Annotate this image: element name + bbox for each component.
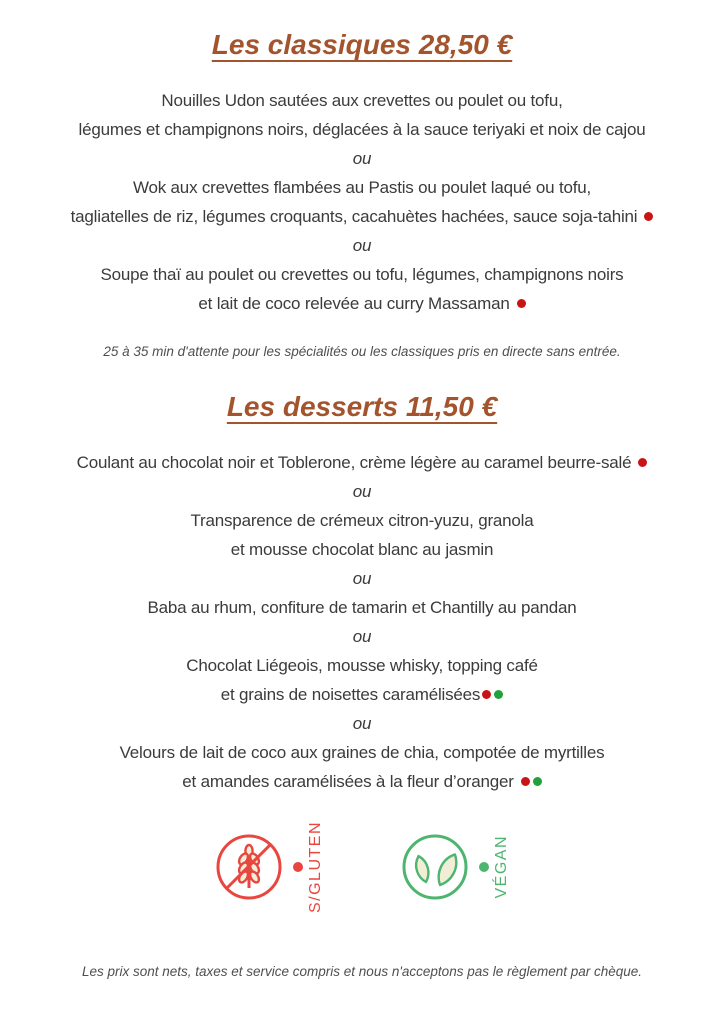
menu-line-text: Coulant au chocolat noir et Toblerone, crème légère au caramel beurre-salé	[76, 453, 632, 472]
menu-separator-text: ou	[352, 149, 372, 168]
menu-line	[0, 86, 724, 115]
vegan-dot-icon	[494, 690, 503, 699]
legend	[0, 821, 724, 914]
menu-line	[0, 651, 724, 680]
section-title-classiques	[0, 26, 724, 64]
gluten-free-dot-icon	[638, 458, 647, 467]
vegan-label: VÉGAN	[493, 835, 510, 899]
menu-line	[0, 448, 724, 477]
menu-separator	[0, 477, 724, 506]
menu-line-text: légumes et champignons noirs, déglacées à la sauce teriyaki et noix de cajou	[78, 120, 646, 139]
footer-note: Les prix sont nets, taxes et service compris et nous n'acceptons pas le règlement par chèque.	[81, 964, 643, 979]
menu-line-text: Velours de lait de coco aux graines de chia, compotée de myrtilles	[119, 743, 605, 762]
menu-line	[0, 202, 724, 231]
menu-separator	[0, 564, 724, 593]
vegan-leaves-icon	[400, 832, 470, 902]
menu-line-text: et mousse chocolat blanc au jasmin	[230, 540, 494, 559]
vegan-dot-icon	[479, 862, 489, 872]
menu-line	[0, 173, 724, 202]
menu-separator	[0, 709, 724, 738]
menu-line	[0, 289, 724, 318]
waiting-time-note: 25 à 35 min d'attente pour les spécialités ou les classiques pris en directe sans entrée.	[103, 344, 621, 359]
menu-line-text: Chocolat Liégeois, mousse whisky, topping café	[186, 656, 538, 675]
section-title-classiques-text: Les classiques 28,50 €	[211, 29, 513, 60]
menu-line-text: tagliatelles de riz, légumes croquants, cacahuètes hachées, sauce soja-tahini	[70, 207, 638, 226]
menu-separator-text: ou	[352, 482, 372, 501]
section-title-desserts	[0, 388, 724, 426]
menu-line	[0, 680, 724, 709]
menu-separator-text: ou	[352, 627, 372, 646]
gluten-free-dot-icon	[521, 777, 530, 786]
legend-gluten-free	[214, 821, 324, 913]
menu-line	[0, 115, 724, 144]
gluten-free-dot-icon	[517, 299, 526, 308]
menu-separator-text: ou	[352, 569, 372, 588]
menu-separator	[0, 622, 724, 651]
menu-line-text: et amandes caramélisées à la fleur d’oranger	[182, 772, 514, 791]
menu-separator-text: ou	[352, 714, 372, 733]
menu-line-text: et lait de coco relevée au curry Massaman	[198, 294, 510, 313]
menu-line-text: Soupe thaï au poulet ou crevettes ou tofu, légumes, champignons noirs	[100, 265, 624, 284]
menu-line	[0, 593, 724, 622]
menu-line	[0, 738, 724, 767]
menu-line	[0, 535, 724, 564]
menu-separator-text: ou	[352, 236, 372, 255]
section-title-desserts-text: Les desserts 11,50 €	[226, 391, 498, 422]
menu-line-text: Nouilles Udon sautées aux crevettes ou poulet ou tofu,	[161, 91, 563, 110]
menu-line-text: Baba au rhum, confiture de tamarin et Chantilly au pandan	[147, 598, 577, 617]
vegan-dot-icon	[533, 777, 542, 786]
menu-separator	[0, 144, 724, 173]
menu-line-text: Transparence de crémeux citron-yuzu, granola	[190, 511, 534, 530]
menu-line-text: Wok aux crevettes flambées au Pastis ou poulet laqué ou tofu,	[132, 178, 592, 197]
gluten-free-dot-icon	[293, 862, 303, 872]
legend-vegan	[400, 832, 510, 902]
gluten-free-label: S/GLUTEN	[307, 821, 324, 914]
menu-line-text: et grains de noisettes caramélisées	[220, 685, 481, 704]
menu-line	[0, 506, 724, 535]
no-gluten-icon	[214, 832, 284, 902]
menu-line	[0, 767, 724, 796]
menu-separator	[0, 231, 724, 260]
gluten-free-dot-icon	[644, 212, 653, 221]
gluten-free-dot-icon	[482, 690, 491, 699]
menu-line	[0, 260, 724, 289]
